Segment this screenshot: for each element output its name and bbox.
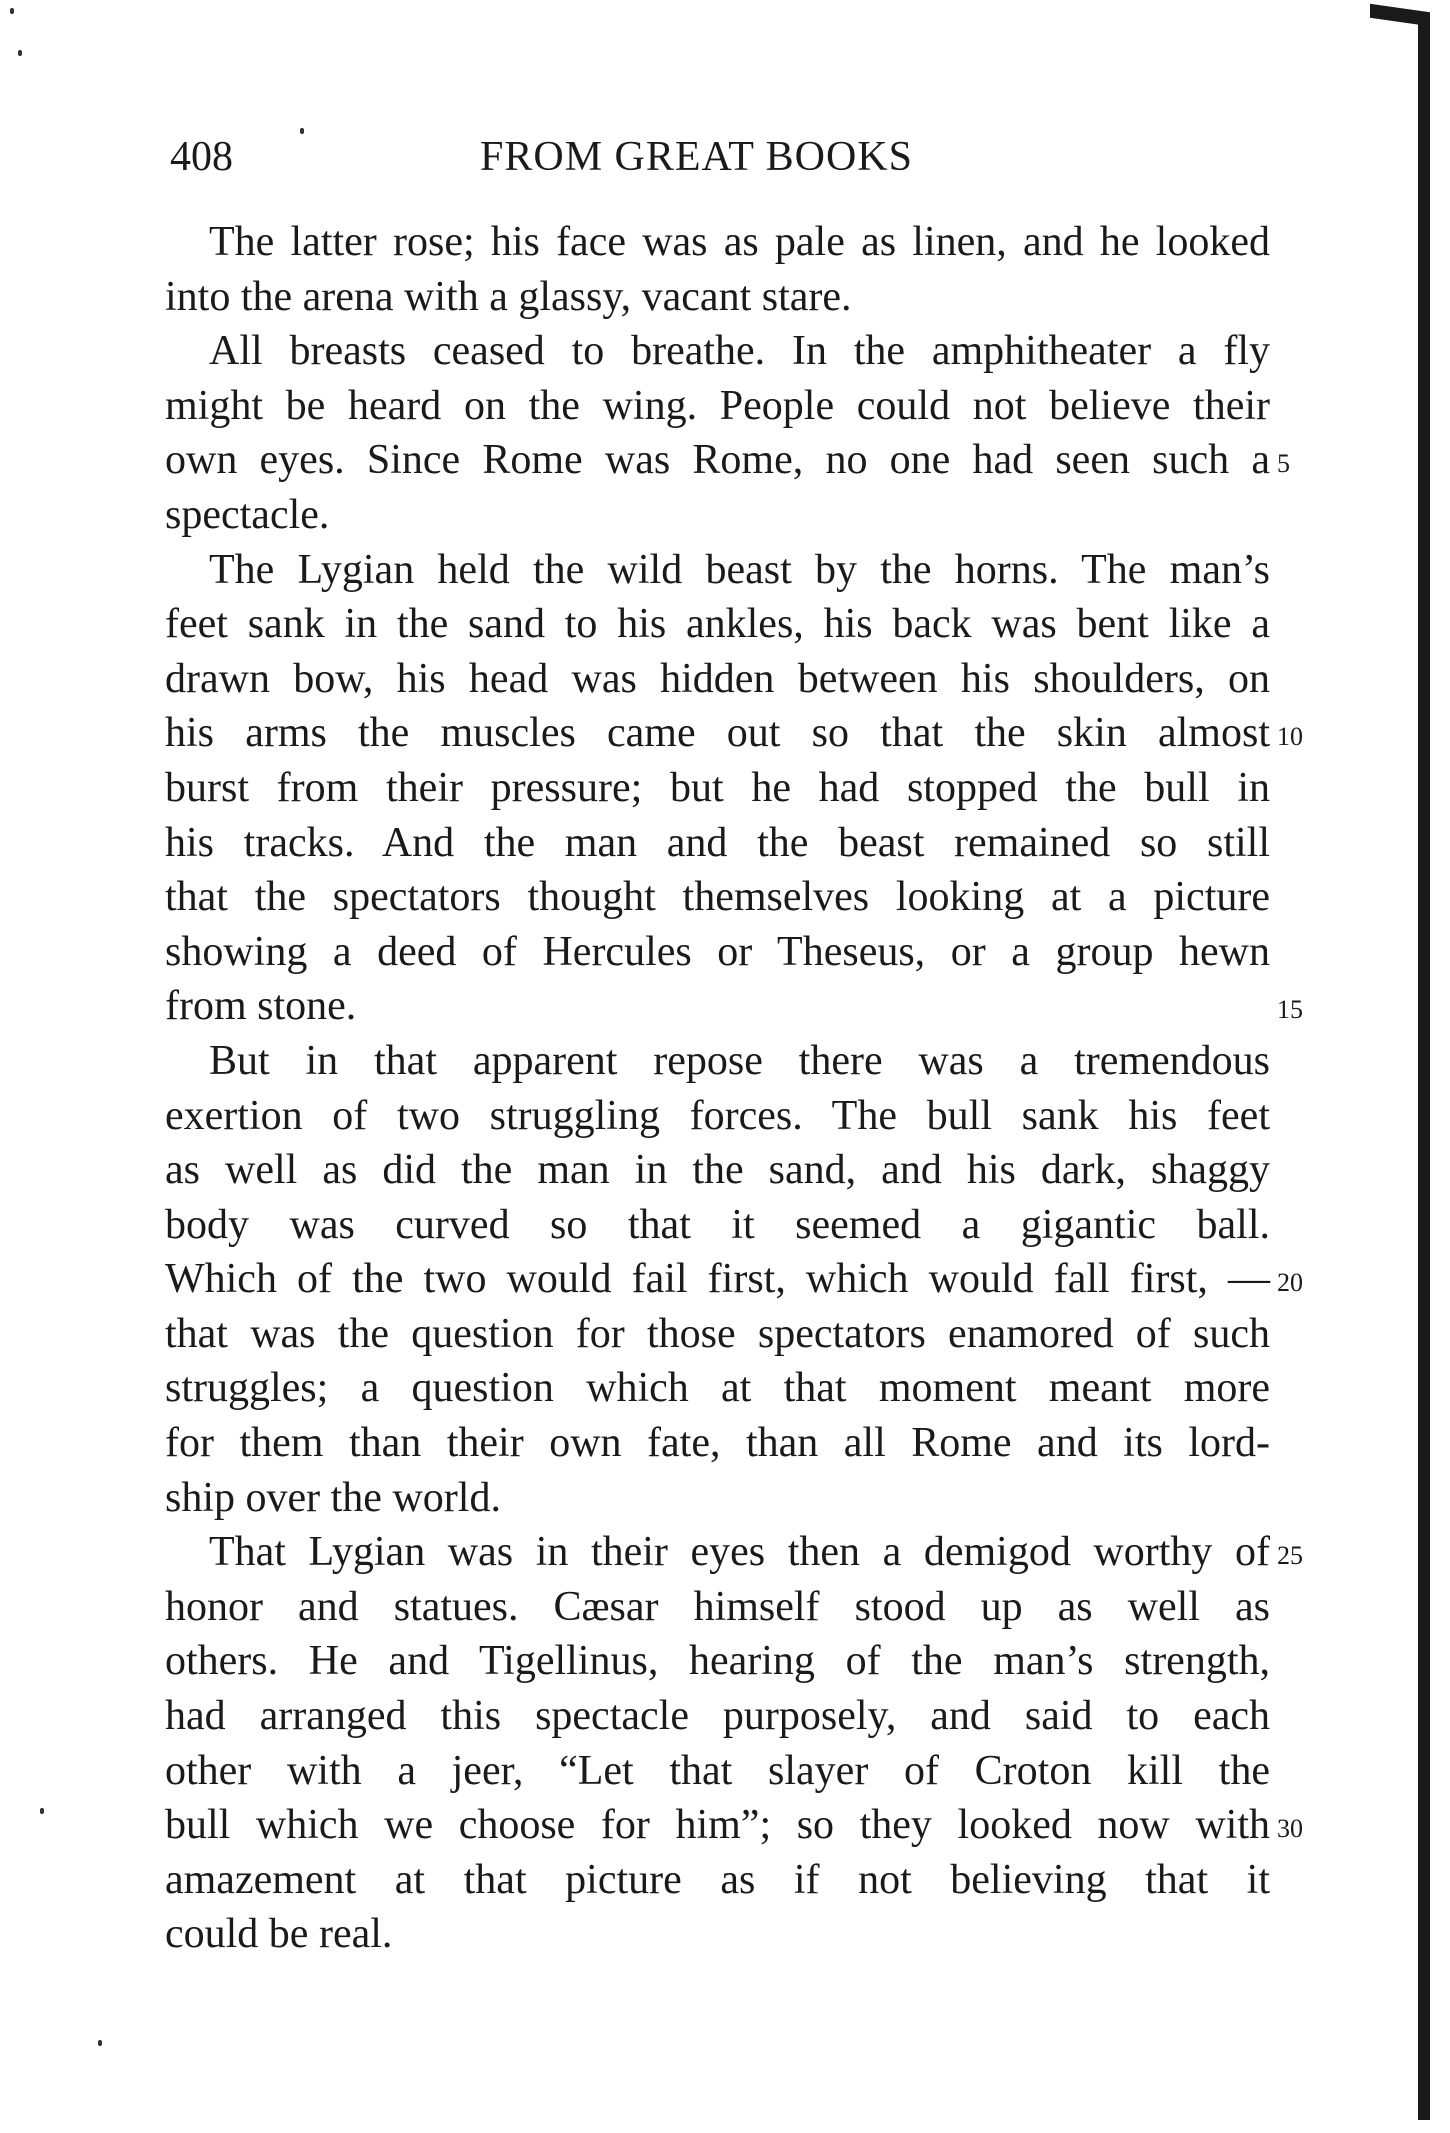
- line-number: 15: [1277, 995, 1303, 1025]
- scan-speck: [18, 50, 22, 56]
- text-line-content: that the spectators thought themselves looking at a picture: [165, 874, 1270, 921]
- text-line-content: struggles; a question which at that moment meant more: [165, 1365, 1270, 1412]
- line-number: 25: [1277, 1541, 1303, 1571]
- text-line: [165, 706, 1303, 761]
- line-number: 20: [1277, 1268, 1303, 1298]
- text-line: [165, 925, 1270, 980]
- text-line: [165, 1853, 1270, 1908]
- text-line: [165, 488, 1270, 543]
- text-line-content: But in that apparent repose there was a tremendous: [209, 1037, 1270, 1084]
- text-line-content: others. He and Tigellinus, hearing of the man’s strength,: [165, 1638, 1270, 1685]
- text-line-content: spectacle.: [165, 491, 330, 538]
- text-line: [165, 1471, 1270, 1526]
- text-line: [165, 1307, 1270, 1362]
- text-line: [165, 979, 1303, 1034]
- text-line-content: had arranged this spectacle purposely, and said to each: [165, 1693, 1270, 1740]
- text-line: [165, 1580, 1270, 1635]
- text-line: [165, 1198, 1270, 1253]
- text-line-content: bull which we choose for him”; so they looked now with: [165, 1802, 1270, 1849]
- scan-speck: [10, 8, 14, 14]
- line-number: 10: [1277, 722, 1303, 752]
- text-line: [165, 215, 1270, 270]
- text-line: [165, 652, 1270, 707]
- text-line: [165, 761, 1270, 816]
- text-line: [165, 1361, 1270, 1416]
- text-line-content: from stone.: [165, 983, 357, 1030]
- text-line: [165, 1634, 1270, 1689]
- page-number: 408: [170, 134, 233, 180]
- text-line-content: The latter rose; his face was as pale as linen, and he looked: [209, 219, 1270, 265]
- scan-speck: [40, 1808, 44, 1814]
- text-line: [165, 1089, 1270, 1144]
- text-line: [165, 1034, 1270, 1089]
- text-line: [165, 1907, 1270, 1962]
- text-line-content: could be real.: [165, 1911, 393, 1958]
- text-line-content: That Lygian was in their eyes then a demigod worthy of: [209, 1529, 1270, 1576]
- scan-speck: [98, 2040, 102, 2046]
- text-line: [165, 597, 1270, 652]
- text-line-content: his tracks. And the man and the beast remained so still: [165, 819, 1270, 866]
- text-line-content: showing a deed of Hercules or Theseus, or a group hewn: [165, 928, 1270, 975]
- text-line-content: exertion of two struggling forces. The bull sank his feet: [165, 1092, 1270, 1139]
- text-line-content: body was curved so that it seemed a gigantic ball.: [165, 1201, 1270, 1248]
- text-line-content: Which of the two would fail first, which would fall first, —: [165, 1256, 1270, 1303]
- text-line: [165, 870, 1270, 925]
- text-line: [165, 1525, 1303, 1580]
- text-line-content: amazement at that picture as if not believing that it: [165, 1856, 1270, 1903]
- text-line-content: feet sank in the sand to his ankles, his back was bent like a: [165, 601, 1270, 648]
- text-line-content: might be heard on the wing. People could not believe their: [165, 382, 1270, 429]
- page-header: [170, 132, 1270, 182]
- text-line-content: for them than their own fate, than all Rome and its lord-: [165, 1420, 1270, 1467]
- scan-speck: [300, 128, 304, 134]
- text-line: [165, 324, 1270, 379]
- text-line: [165, 1252, 1303, 1307]
- text-line: [165, 1143, 1270, 1198]
- text-line-content: other with a jeer, “Let that slayer of Croton kill the: [165, 1747, 1270, 1794]
- text-line: [165, 1744, 1270, 1799]
- text-line: [165, 1798, 1303, 1853]
- text-line-content: honor and statues. Cæsar himself stood up as well as: [165, 1583, 1270, 1630]
- text-line-content: All breasts ceased to breathe. In the amphitheater a fly: [209, 328, 1270, 375]
- text-line: [165, 1689, 1270, 1744]
- text-line-content: drawn bow, his head was hidden between his shoulders, on: [165, 655, 1270, 702]
- text-line-content: his arms the muscles came out so that the skin almost: [165, 710, 1270, 757]
- text-line: [165, 543, 1270, 598]
- text-line: [165, 433, 1290, 488]
- line-number: 5: [1277, 449, 1290, 479]
- text-line-content: own eyes. Since Rome was Rome, no one had seen such a: [165, 437, 1270, 484]
- running-head: FROM GREAT BOOKS: [480, 134, 913, 180]
- text-line-content: burst from their pressure; but he had stopped the bull in: [165, 764, 1270, 811]
- text-line-content: The Lygian held the wild beast by the horns. The man’s: [209, 546, 1270, 593]
- line-number: 30: [1277, 1814, 1303, 1844]
- text-line-content: into the arena with a glassy, vacant stare.: [165, 273, 852, 320]
- body-text: [165, 215, 1303, 1962]
- binding-edge: [1418, 20, 1430, 2120]
- text-line-content: that was the question for those spectators enamored of such: [165, 1310, 1270, 1357]
- text-line: [165, 1416, 1270, 1471]
- text-line: [165, 270, 1270, 325]
- text-line-content: as well as did the man in the sand, and his dark, shaggy: [165, 1147, 1270, 1194]
- text-line-content: ship over the world.: [165, 1474, 501, 1521]
- text-line: [165, 816, 1270, 871]
- text-line: [165, 379, 1270, 434]
